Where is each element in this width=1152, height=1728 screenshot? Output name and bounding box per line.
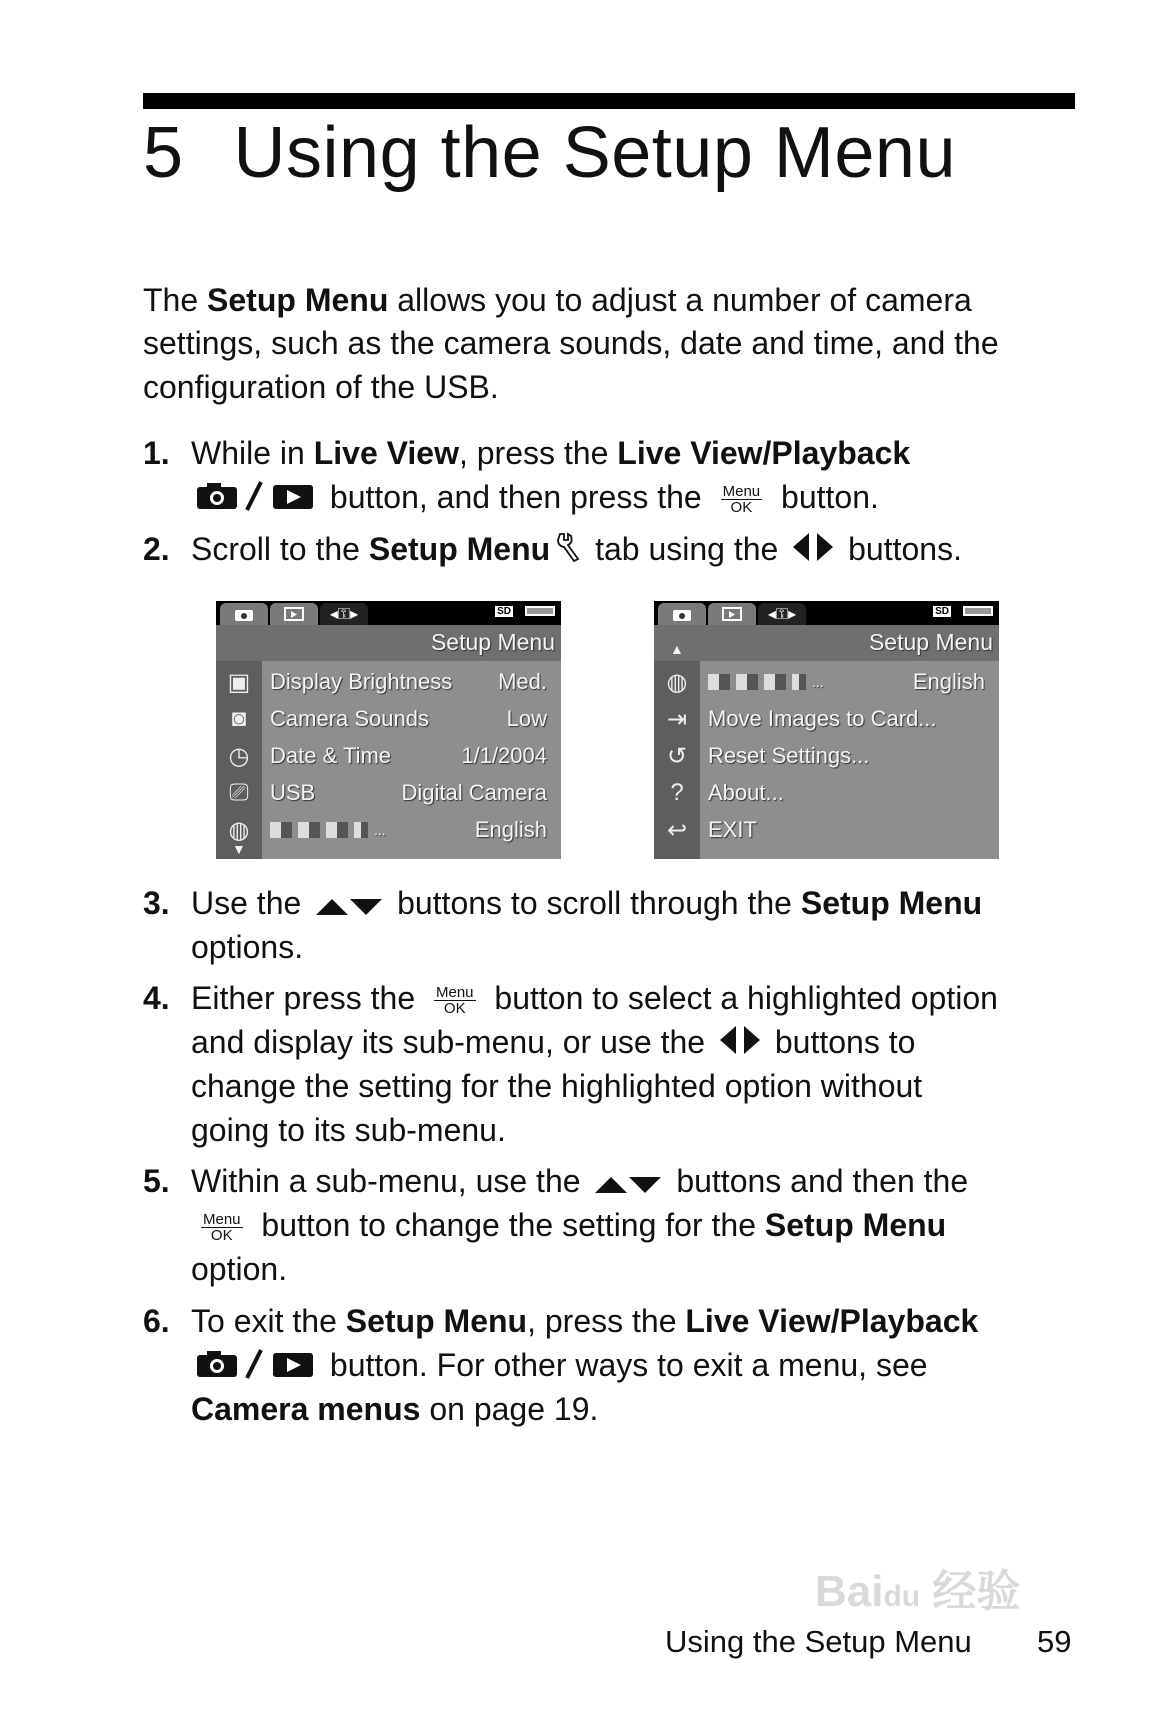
menu-ok-bottom: OK	[443, 1000, 466, 1018]
menu-ok-bottom: OK	[210, 1227, 233, 1245]
text-run: The	[143, 282, 208, 318]
bold-term: Setup Menu	[800, 885, 983, 921]
menu-row[interactable]	[708, 776, 985, 810]
sd-card-icon: SD	[935, 606, 949, 617]
bold-term: Setup Menu	[764, 1207, 947, 1243]
footer-section-title: Using the Setup Menu	[665, 1624, 972, 1659]
menu-row-value: English	[912, 669, 985, 694]
step-number: 2.	[143, 531, 170, 567]
text-run: button to change the setting for the	[252, 1207, 765, 1243]
step-4-line	[191, 1066, 922, 1106]
computer-icon: ⎚	[229, 779, 249, 806]
step-2-line	[191, 529, 962, 572]
battery-icon	[963, 606, 993, 616]
step-1-line	[191, 433, 910, 473]
up-down-arrows-icon	[314, 886, 384, 926]
text-run: tab using the	[586, 531, 788, 567]
language-flags-icon	[270, 822, 386, 838]
text-run: on page 19.	[420, 1391, 599, 1427]
intro-line	[143, 323, 999, 363]
text-run: buttons.	[839, 531, 962, 567]
menu-row[interactable]	[708, 739, 985, 773]
tab-capture[interactable]	[220, 603, 268, 625]
menu-row-value: Digital Camera	[401, 780, 547, 805]
menu-row[interactable]	[708, 702, 985, 736]
text-run: button to select a highlighted option	[485, 980, 998, 1016]
bold-term: Live View	[313, 435, 459, 471]
wrench-icon: ◂⚿▸	[767, 606, 797, 623]
step-number: 4.	[143, 980, 170, 1016]
move-to-card-icon: ⇥	[666, 705, 688, 733]
help-icon: ?	[670, 779, 684, 806]
step-4-line	[191, 1022, 915, 1065]
menu-row-label: Move Images to Card...	[708, 706, 937, 731]
left-right-arrows-icon	[718, 1024, 762, 1065]
menu-row-label: Display Brightness	[270, 669, 453, 694]
step-number: 1.	[143, 435, 170, 471]
text-run: Either press the	[191, 980, 424, 1016]
menu-row-label: Date & Time	[270, 743, 392, 768]
menu-row-value: Low	[506, 706, 547, 731]
menu-ok-bottom: OK	[730, 499, 753, 517]
text-run: button. For other ways to exit a menu, see	[321, 1347, 928, 1383]
step-6-line	[191, 1389, 598, 1429]
step-number: 3.	[143, 885, 170, 921]
text-run: To exit the	[191, 1303, 346, 1339]
bold-term: Camera menus	[191, 1391, 421, 1427]
menu-row-label: Reset Settings...	[708, 743, 870, 768]
menu-row-label: About...	[708, 780, 784, 805]
text-run: going to its sub-menu.	[191, 1112, 506, 1148]
menu-row-value: English	[474, 817, 547, 842]
menu-row[interactable]	[270, 813, 547, 847]
chapter-title	[143, 108, 956, 198]
text-run: buttons to scroll through the	[388, 885, 801, 921]
menu-header	[216, 625, 561, 661]
text-run: , press the	[527, 1303, 686, 1339]
step-number: 5.	[143, 1163, 170, 1199]
text-run: settings, such as the camera sounds, date and time, and the	[143, 325, 999, 361]
bold-term: Setup Menu	[207, 282, 389, 318]
menu-row-label: EXIT	[708, 817, 757, 842]
text-run: allows you to adjust a number of camera	[388, 282, 972, 318]
text-run: configuration of the USB.	[143, 369, 499, 405]
sd-card-icon: SD	[497, 606, 511, 617]
text-run: While in	[191, 435, 314, 471]
menu-row[interactable]	[270, 665, 547, 699]
brightness-icon: ▣	[227, 668, 251, 696]
camera-playback-icon	[195, 480, 317, 520]
text-run: button, and then press the	[321, 479, 711, 515]
intro-line	[143, 367, 499, 407]
menu-row[interactable]	[708, 813, 985, 847]
text-run: buttons to	[765, 1024, 916, 1060]
menu-row[interactable]	[708, 665, 985, 699]
menu-ok-icon	[201, 1212, 243, 1243]
camera-playback-icon	[195, 1348, 317, 1388]
text-run: button.	[772, 479, 879, 515]
menu-header	[654, 625, 999, 661]
bold-term: Setup Menu	[368, 531, 551, 567]
language-flags-icon	[708, 674, 824, 690]
step-5-line	[191, 1249, 287, 1289]
menu-row-label: USB	[270, 780, 316, 805]
text-run: Scroll to the	[191, 531, 369, 567]
exit-icon: ↩	[666, 816, 688, 844]
step-4-line	[191, 978, 998, 1018]
globe-icon: ◍	[666, 668, 688, 696]
baidu-watermark: Baidu 经验	[815, 1567, 1021, 1616]
tab-playback[interactable]	[708, 603, 756, 625]
menu-ok-top: Menu	[722, 483, 761, 501]
text-run: option.	[191, 1251, 288, 1287]
bold-term: Live View/Playback	[685, 1303, 979, 1339]
menu-ok-icon	[434, 985, 476, 1016]
step-6-line	[191, 1345, 928, 1388]
scroll-up-icon[interactable]: ▲	[670, 641, 684, 657]
text-run: , press the	[458, 435, 618, 471]
menu-row[interactable]	[270, 739, 547, 773]
text-run: Use the	[191, 885, 311, 921]
wrench-icon: ◂⚿▸	[329, 606, 359, 623]
up-down-arrows-icon	[593, 1164, 663, 1204]
text-run: buttons and then the	[667, 1163, 969, 1199]
menu-ok-top: Menu	[436, 984, 474, 1002]
tab-setup[interactable]	[758, 603, 806, 625]
page-number: 59	[1037, 1624, 1072, 1659]
tab-capture[interactable]	[658, 603, 706, 625]
camera-screen-setup-menu-page1	[216, 601, 561, 859]
chapter-rule	[143, 93, 1075, 109]
tab-setup[interactable]	[320, 603, 368, 625]
menu-row-value: Med.	[498, 669, 547, 694]
step-1-line	[191, 477, 879, 520]
globe-icon: ◍	[228, 816, 250, 844]
menu-ok-icon	[721, 484, 763, 515]
menu-row[interactable]	[270, 702, 547, 736]
step-3-line	[191, 883, 982, 926]
bold-term: Live View/Playback	[617, 435, 911, 471]
text-run: Within a sub-menu, use the	[191, 1163, 590, 1199]
step-4-line	[191, 1110, 506, 1150]
text-run: change the setting for the highlighted option without	[191, 1068, 923, 1104]
step-5-line	[191, 1161, 968, 1204]
chapter-title-text: Using the Setup Menu	[233, 113, 956, 193]
ellipsis: ...	[374, 822, 386, 838]
intro-line	[143, 280, 972, 320]
clock-icon: ◷	[228, 742, 250, 770]
tab-playback[interactable]	[270, 603, 318, 625]
menu-ok-top: Menu	[203, 1211, 241, 1229]
text-run: options.	[191, 929, 304, 965]
step-number: 6.	[143, 1303, 170, 1339]
menu-row-label: Camera Sounds	[270, 706, 429, 731]
step-6-line	[191, 1301, 978, 1341]
wrench-icon	[554, 531, 582, 572]
chapter-number: 5	[143, 113, 184, 193]
menu-title: Setup Menu	[868, 629, 993, 655]
ellipsis: ...	[812, 674, 824, 690]
reset-icon: ↺	[666, 742, 688, 770]
left-right-arrows-icon	[791, 531, 835, 572]
menu-title: Setup Menu	[430, 629, 555, 655]
bold-term: Setup Menu	[345, 1303, 528, 1339]
menu-row[interactable]	[270, 776, 547, 810]
battery-icon	[525, 606, 555, 616]
camera-screen-setup-menu-page2	[654, 601, 999, 859]
sound-icon: ◙	[231, 705, 247, 732]
menu-row-value: 1/1/2004	[461, 743, 547, 768]
step-5-line	[191, 1205, 946, 1245]
text-run: and display its sub-menu, or use the	[191, 1024, 714, 1060]
scroll-down-icon[interactable]: ▼	[232, 841, 246, 857]
step-3-line	[191, 927, 303, 967]
